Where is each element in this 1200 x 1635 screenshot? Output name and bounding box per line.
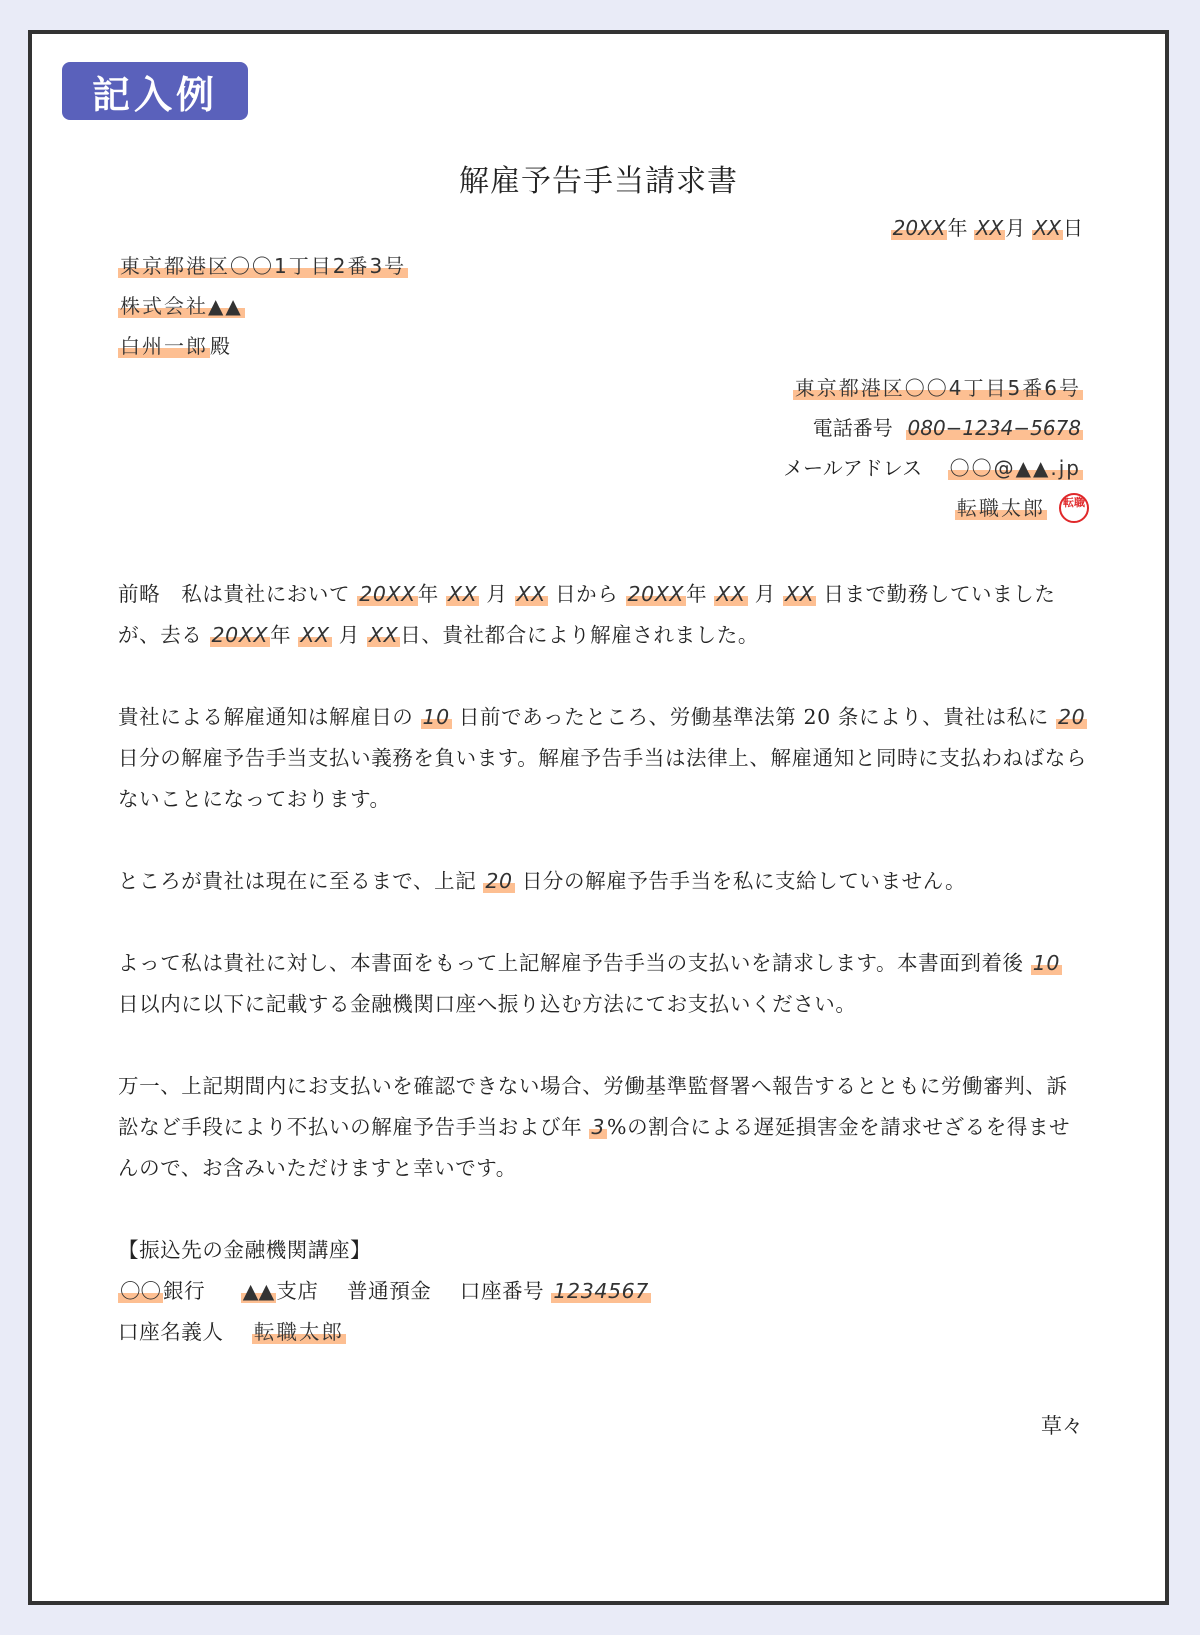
start-year: 20XX bbox=[359, 582, 416, 606]
date-day: XX bbox=[1033, 216, 1061, 240]
account-holder: 転職太郎 bbox=[253, 1320, 344, 1344]
recipient-address: 東京都港区〇〇1丁目2番3号 bbox=[120, 254, 407, 278]
dismissal-month: XX bbox=[300, 623, 330, 647]
end-month: XX bbox=[716, 582, 746, 606]
sender-phone-line bbox=[813, 414, 1083, 442]
recipient-honorific: 殿 bbox=[210, 334, 230, 358]
sender-address-line bbox=[793, 374, 1083, 402]
end-year: 20XX bbox=[627, 582, 685, 606]
recipient-name: 白州一郎 bbox=[120, 334, 208, 358]
date-line bbox=[891, 214, 1083, 242]
notice-days: 10 bbox=[422, 705, 450, 729]
sender-name-line bbox=[955, 494, 1089, 525]
example-badge: 記入例 bbox=[62, 62, 248, 120]
branch-name: ▲▲ bbox=[242, 1279, 275, 1303]
end-day: XX bbox=[784, 582, 815, 606]
bank-details: 〇〇銀行 ▲▲支店 普通預金 口座番号 1234567 bbox=[120, 1279, 649, 1303]
sender-name: 転職太郎 bbox=[957, 496, 1045, 520]
paragraph-5: 万一、上記期間内にお支払いを確認できない場合、労働基準監督署へ報告するとともに労働審判、訴訟など手段により不払いの解雇予告手当および年 3%の割合による遅延損害金を請求せざるを得ませんので、お含みいただけますと幸いです。 bbox=[118, 1074, 1071, 1180]
paragraph-4: よって私は貴社に対し、本書面をもって上記解雇予告手当の支払いを請求します。本書面到着後 10 日以内に以下に記載する金融機関口座へ振り込む方法にてお支払いください。 bbox=[118, 951, 1061, 1016]
account-type: 普通預金 bbox=[347, 1279, 432, 1303]
day-label: 日 bbox=[1063, 216, 1083, 240]
sender-email: 〇〇@▲▲.jp bbox=[949, 456, 1081, 480]
paragraph-1: 前略 私は貴社において 20XX年 XX 月 XX 日から 20XX年 XX 月 XX 日まで勤務していましたが、去る 20XX年 XX 月 XX日、貴社都合により解雇されました。 bbox=[118, 582, 1056, 647]
phone-label: 電話番号 bbox=[812, 416, 893, 440]
allowance-days: 20 bbox=[1057, 705, 1086, 729]
interest-rate: 3 bbox=[591, 1115, 605, 1139]
bank-name: 〇〇 bbox=[120, 1279, 161, 1303]
recipient-company-line bbox=[118, 292, 245, 320]
start-day: XX bbox=[516, 582, 546, 606]
account-holder-line: 口座名義人 転職太郎 bbox=[118, 1320, 344, 1344]
letter-body bbox=[118, 574, 1088, 1353]
recipient-address-line bbox=[118, 252, 408, 280]
dismissal-year: 20XX bbox=[211, 623, 269, 647]
date-month: XX bbox=[975, 216, 1004, 240]
document-title: 解雇予告手当請求書 bbox=[459, 164, 738, 199]
bank-heading: 【振込先の金融機関講座】 bbox=[118, 1238, 372, 1262]
sender-address: 東京都港区〇〇4丁目5番6号 bbox=[794, 376, 1081, 400]
paragraph-2: 貴社による解雇通知は解雇日の 10 日前であったところ、労働基準法第 20 条により、貴社は私に 20 日分の解雇予告手当支払い義務を負います。解雇予告手当は法律上、解雇通知と同時に支払わねばならないことになっております。 bbox=[118, 705, 1087, 811]
date-year: 20XX bbox=[892, 216, 946, 240]
account-number: 1234567 bbox=[553, 1279, 649, 1303]
payment-deadline-days: 10 bbox=[1032, 951, 1061, 975]
month-label: 月 bbox=[1005, 216, 1026, 240]
start-month: XX bbox=[448, 582, 478, 606]
paragraph-3: ところが貴社は現在に至るまで、上記 20 日分の解雇予告手当を私に支給していません。 bbox=[118, 869, 967, 893]
sender-phone: 080−1234−5678 bbox=[907, 416, 1081, 440]
closing: 草々 bbox=[1041, 1414, 1083, 1438]
year-label: 年 bbox=[947, 216, 968, 240]
email-label: メールアドレス bbox=[783, 456, 923, 480]
recipient-company: 株式会社▲▲ bbox=[120, 294, 243, 318]
dismissal-day: XX bbox=[368, 623, 399, 647]
unpaid-days: 20 bbox=[485, 869, 513, 893]
recipient-name-line bbox=[118, 332, 230, 360]
seal-stamp-icon: 転職 bbox=[1059, 493, 1089, 523]
sender-email-line bbox=[783, 454, 1083, 482]
document-page bbox=[28, 30, 1169, 1605]
